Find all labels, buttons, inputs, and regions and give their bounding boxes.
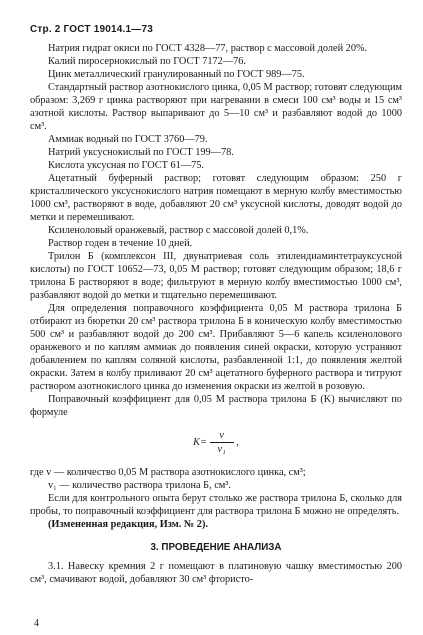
- section-title: 3. ПРОВЕДЕНИЕ АНАЛИЗА: [150, 542, 282, 553]
- formula-lhs: K=: [193, 436, 207, 448]
- paragraph: Калий пиросернокислый по ГОСТ 7172—76.: [48, 56, 246, 67]
- paragraph: Цинк металлический гранулированный по ГОСТ 989—75.: [48, 69, 305, 80]
- where-line: где v — количество 0,05 М раствора азотнокислого цинка, см³;: [30, 467, 306, 478]
- paragraph: Ацетатный буферный раствор; готовят следующим образом: 250 г кристаллического уксуснокислого натрия помещают в мерную колбу вместимостью 1000 см³, растворяют в воде, добавляют 20 см³ уксусной кислоты, доводят водой до метки и перемешивают.: [30, 173, 402, 223]
- formula-trail: ,: [236, 436, 239, 448]
- paragraph: Аммиак водный по ГОСТ 3760—79.: [48, 134, 208, 145]
- paragraph: Для определения поправочного коэффициента 0,05 М раствора трилона Б отбирают из бюретки 20 см³ раствора трилона Б в коническую колбу вместимостью 500 см³ и разбавляют водой до 200 см³. Прибавляют 5—6 капель ксиленолового оранжевого и по каплям аммиак до появления синей окраски, которую устраняют добавлением по каплям соляной кислоты, разбавленной 1:1, до появления желтой окраски. Затем в колбу приливают 20 см³ ацетатного буферного раствора и титруют раствором азотнокислого цинка до изменения окраски из желтой в розовую.: [30, 303, 402, 392]
- section-paragraph: 3.1. Навеску кремния 2 г помещают в платиновую чашку вместимостью 200 см³, смачивают водой, добавляют 30 см³ фтористо-: [30, 561, 402, 585]
- where-line: v₁ — количество раствора трилона Б, см³.: [48, 480, 231, 491]
- edition-note: (Измененная редакция, Изм. № 2).: [48, 519, 208, 530]
- control-paragraph: Если для контрольного опыта берут столько же раствора трилона Б, сколько для пробы, то поправочный коэффициент для раствора трилона Б можно не определять.: [30, 493, 402, 517]
- page-header: Стр. 2 ГОСТ 19014.1—73: [30, 24, 153, 35]
- paragraph: Поправочный коэффициент для 0,05 М раствора трилона Б (K) вычисляют по формуле: [30, 394, 402, 418]
- paragraph: Кислота уксусная по ГОСТ 61—75.: [48, 160, 204, 171]
- document-body: [30, 42, 402, 586]
- paragraph: Раствор годен в течение 10 дней.: [48, 238, 193, 249]
- paragraph: Ксиленоловый оранжевый, раствор с массовой долей 0,1%.: [48, 225, 309, 236]
- formula-fraction: [210, 429, 234, 456]
- paragraph: Натрий уксуснокислый по ГОСТ 199—78.: [48, 147, 234, 158]
- formula: [30, 429, 402, 456]
- paragraph: Натрия гидрат окиси по ГОСТ 4328—77, раствор с массовой долей 20%.: [48, 43, 368, 54]
- paragraph: Трилон Б (комплексон III, двунатриевая соль этилендиаминтетрауксусной кислоты) по ГОСТ 10652—73, 0,05 М раствор; готовят следующим образом; 18,6 г трилона Б растворяют в воде; фильтруют в мерную колбу вместимостью 1000 см³, разбавляют водой до метки и тщательно перемешивают.: [30, 251, 402, 301]
- paragraph: Стандартный раствор азотнокислого цинка, 0,05 М раствор; готовят следующим образом: 3,269 г цинка растворяют при нагревании в смеси 100 см³ воды и 15 см³ азотной кислоты. Раствор выпаривают до 5—10 см³ и разбавляют водой до 1000 см³.: [30, 82, 402, 132]
- formula-numerator: v: [210, 429, 234, 443]
- formula-denominator: v₁: [217, 444, 226, 455]
- page-number: 4: [34, 618, 39, 629]
